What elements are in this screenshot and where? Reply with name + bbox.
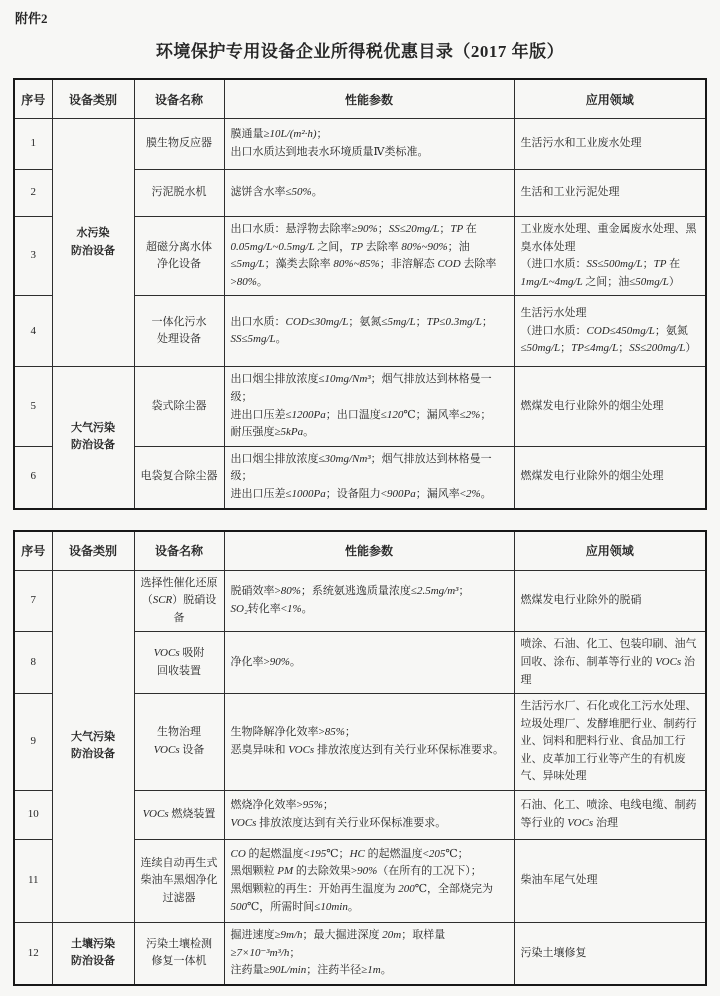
latin-text: 5kPa — [280, 426, 304, 439]
column-header: 序号 — [14, 531, 52, 571]
latin-text: 120 — [386, 408, 404, 421]
latin-text: 1mg/L~4mg/L — [520, 275, 586, 288]
application-field: 石油、化工、喷涂、电线电缆、制药等行业的 VOCs 治理 — [514, 791, 706, 840]
equipment-name: VOCs 燃烧装置 — [134, 791, 224, 840]
latin-text: 205 — [428, 847, 446, 860]
latin-text: VOCs — [153, 744, 183, 757]
row-number: 8 — [14, 632, 52, 694]
latin-text: 9m/h — [280, 929, 303, 942]
latin-text: 5mg/L — [247, 333, 276, 346]
column-header: 序号 — [14, 79, 52, 119]
latin-text: 500 — [230, 900, 247, 913]
equipment-category: 水污染 防治设备 — [52, 119, 134, 367]
latin-text: 200mg/L — [646, 342, 686, 355]
equipment-name: 超磁分离水体 净化设备 — [134, 217, 224, 296]
latin-text: 1000Pa — [291, 487, 326, 500]
performance-parameters: 出口烟尘排放浓度≤30mg/Nm³；烟气排放达到林格曼一级； 进出口压差≤1000Pa；设备阻力<900Pa；漏风率<2%。 — [224, 446, 514, 508]
latin-text: COD — [285, 315, 309, 328]
performance-parameters: 净化率>90%。 — [224, 632, 514, 694]
latin-text: 5mg/L — [236, 258, 265, 271]
latin-text: CO — [230, 847, 249, 860]
application-field: 生活污水厂、石化或化工污水处理、垃圾处理厂、发酵堆肥行业、制药行业、饲料和肥料行业、食品加工行业、皮革加工行业等产生的有机废气、异味处理 — [514, 694, 706, 791]
column-header: 设备类别 — [52, 531, 134, 571]
latin-text: 85% — [324, 726, 345, 739]
application-field: 生活污水处理 （进口水质：COD≤450mg/L；氨氮≤50mg/L；TP≤4mg/L；SS≤200mg/L） — [514, 296, 706, 367]
latin-text: TP — [350, 240, 366, 253]
column-header: 性能参数 — [224, 531, 514, 571]
attachment-label: 附件2 — [15, 11, 48, 26]
performance-parameters: 脱硝效率>80%；系统氨逃逸质量浓度≤2.5mg/m³； SO₂转化率<1%。 — [224, 570, 514, 632]
application-field: 燃煤发电行业除外的烟尘处理 — [514, 367, 706, 446]
latin-text: 0.3mg/L — [445, 315, 482, 328]
column-header: 设备类别 — [52, 79, 134, 119]
latin-text: 200 — [398, 883, 415, 896]
latin-text: 90% — [357, 865, 378, 878]
equipment-name: 生物治理 VOCs 设备 — [134, 694, 224, 791]
performance-parameters: 燃烧净化效率>95%； VOCs 排放浓度达到有关行业环保标准要求。 — [224, 791, 514, 840]
performance-parameters: 出口水质：COD≤30mg/L；氨氮≤5mg/L；TP≤0.3mg/L；SS≤5mg/L。 — [224, 296, 514, 367]
equipment-name: VOCs 吸附 回收装置 — [134, 632, 224, 694]
equipment-category: 大气污染 防治设备 — [52, 570, 134, 923]
performance-parameters: 出口烟尘排放浓度≤10mg/Nm³；烟气排放达到林格曼一级； 进出口压差≤1200Pa；出口温度≤120℃；漏风率≤2%； 耐压强度≥5kPa。 — [224, 367, 514, 446]
latin-text: 1m — [367, 964, 381, 977]
latin-text: 2.5mg/m³ — [416, 585, 459, 598]
latin-text: 5mg/L — [387, 315, 416, 328]
performance-parameters: 出口水质：悬浮物去除率≥90%；SS≤20mg/L；TP 在 0.05mg/L~0.5mg/L 之间，TP 去除率 80%~90%；油≤5mg/L；藻类去除率 80%~85%；非溶解态 COD 去除率>80%。 — [224, 217, 514, 296]
latin-text: 2% — [465, 487, 481, 500]
latin-text: SCR — [152, 594, 173, 607]
latin-text: 80%~90% — [401, 240, 448, 253]
page-title: 环境保护专用设备企业所得税优惠目录（2017 年版） — [155, 42, 565, 61]
latin-text: 10mg/Nm³ — [324, 373, 371, 386]
row-number: 11 — [14, 840, 52, 923]
latin-text: VOCs — [288, 744, 317, 757]
table-row — [14, 367, 706, 446]
application-field: 燃煤发电行业除外的脱硝 — [514, 570, 706, 632]
application-field: 柴油车尾气处理 — [514, 840, 706, 923]
equipment-category: 大气污染 防治设备 — [52, 367, 134, 509]
performance-parameters: 膜通量≥10L/(m²·h)； 出口水质达到地表水环境质量Ⅳ类标准。 — [224, 119, 514, 170]
performance-parameters: 滤饼含水率≤50%。 — [224, 170, 514, 217]
row-number: 4 — [14, 296, 52, 367]
application-field: 生活污水和工业废水处理 — [514, 119, 706, 170]
latin-text: 30mg/Nm³ — [324, 452, 371, 465]
header-row — [14, 79, 706, 119]
row-number: 5 — [14, 367, 52, 446]
equipment-name: 连续自动再生式 柴油车黑烟净化 过滤器 — [134, 840, 224, 923]
catalog-table-1 — [13, 78, 707, 510]
latin-text: 20mg/L — [405, 223, 440, 235]
latin-text: 80% — [280, 585, 301, 598]
latin-text: VOCs — [142, 808, 172, 821]
latin-text: 90L/min — [269, 964, 307, 977]
latin-text: 0.05mg/L~0.5mg/L — [230, 240, 318, 253]
row-number: 12 — [14, 923, 52, 985]
performance-parameters: 生物降解净化效率>85%； 恶臭异味和 VOCs 排放浓度达到有关行业环保标准要求。 — [224, 694, 514, 791]
equipment-name: 污泥脱水机 — [134, 170, 224, 217]
row-number: 9 — [14, 694, 52, 791]
latin-text: TP — [426, 315, 440, 328]
latin-text: 1% — [287, 602, 302, 615]
latin-text: SO₂ — [230, 602, 248, 615]
equipment-name: 污染土壤检测 修复一体机 — [134, 923, 224, 985]
latin-text: 10L/(m²·h) — [269, 128, 317, 141]
equipment-category: 土壤污染 防治设备 — [52, 923, 134, 985]
equipment-name: 选择性催化还原 （SCR）脱硝设备 — [134, 570, 224, 632]
application-field: 污染土壤修复 — [514, 923, 706, 985]
latin-text: 50% — [291, 186, 312, 199]
catalog-table-2 — [13, 530, 707, 986]
table-row — [14, 923, 706, 985]
latin-text: TP — [450, 223, 466, 235]
latin-text: COD — [586, 324, 610, 337]
performance-parameters: 掘进速度≥9m/h；最大掘进深度 20m；取样量≥7×10⁻³m³/h； 注药量≥90L/min；注药半径≥1m。 — [224, 923, 514, 985]
equipment-name: 袋式除尘器 — [134, 367, 224, 446]
latin-text: PM — [277, 865, 296, 878]
latin-text: TP — [571, 342, 585, 355]
column-header: 设备名称 — [134, 531, 224, 571]
performance-parameters: CO 的起燃温度<195℃；HC 的起燃温度<205℃； 黑烟颗粒 PM 的去除效果>90%（在所有的工况下）； 黑烟颗粒的再生：开始再生温度为 200℃，全部烧完为 500℃，所需时间≤10min。 — [224, 840, 514, 923]
equipment-name: 一体化污水 处理设备 — [134, 296, 224, 367]
latin-text: 195 — [309, 847, 327, 860]
application-field: 工业废水处理、重金属废水处理、黑臭水体处理 （进口水质：SS≤500mg/L；TP 在 1mg/L~4mg/L 之间；油≤50mg/L） — [514, 217, 706, 296]
latin-text: VOCs — [655, 655, 684, 668]
latin-text: 4mg/L — [590, 342, 619, 355]
latin-text: 95% — [302, 799, 323, 812]
latin-text: 20m — [382, 929, 402, 942]
equipment-name: 电袋复合除尘器 — [134, 446, 224, 508]
latin-text: SS — [230, 333, 242, 346]
latin-text: 7×10⁻³m³/h — [236, 946, 290, 959]
application-field: 生活和工业污泥处理 — [514, 170, 706, 217]
table-row — [14, 119, 706, 170]
latin-text: SS — [388, 223, 400, 235]
row-number: 3 — [14, 217, 52, 296]
latin-text: SS — [629, 342, 641, 355]
column-header: 性能参数 — [224, 79, 514, 119]
latin-text: VOCs — [230, 817, 260, 830]
header-row — [14, 531, 706, 571]
application-field: 燃煤发电行业除外的烟尘处理 — [514, 446, 706, 508]
latin-text: SS — [586, 258, 598, 271]
application-field: 喷涂、石油、化工、包装印刷、油气回收、涂布、制革等行业的 VOCs 治理 — [514, 632, 706, 694]
latin-text: 90% — [269, 655, 290, 668]
latin-text: 50mg/L — [526, 342, 561, 355]
table-row — [14, 570, 706, 632]
latin-text: 450mg/L — [615, 324, 655, 337]
latin-text: VOCs — [567, 817, 596, 830]
latin-text: 30mg/L — [314, 315, 349, 328]
latin-text: 2% — [465, 408, 481, 421]
row-number: 1 — [14, 119, 52, 170]
latin-text: 50mg/L — [635, 275, 669, 288]
latin-text: 90% — [357, 223, 378, 235]
column-header: 应用领域 — [514, 79, 706, 119]
column-header: 应用领域 — [514, 531, 706, 571]
latin-text: TP — [653, 258, 670, 271]
row-number: 10 — [14, 791, 52, 840]
row-number: 2 — [14, 170, 52, 217]
column-header: 设备名称 — [134, 79, 224, 119]
latin-text: 500mg/L — [603, 258, 643, 271]
latin-text: 80%~85% — [333, 258, 380, 271]
latin-text: 900Pa — [387, 487, 416, 500]
latin-text: HC — [349, 847, 368, 860]
latin-text: 80% — [236, 275, 257, 288]
row-number: 7 — [14, 570, 52, 632]
latin-text: COD — [437, 258, 464, 271]
row-number: 6 — [14, 446, 52, 508]
latin-text: VOCs — [153, 647, 183, 660]
latin-text: 10min — [320, 900, 348, 913]
equipment-name: 膜生物反应器 — [134, 119, 224, 170]
latin-text: 1200Pa — [291, 408, 326, 421]
